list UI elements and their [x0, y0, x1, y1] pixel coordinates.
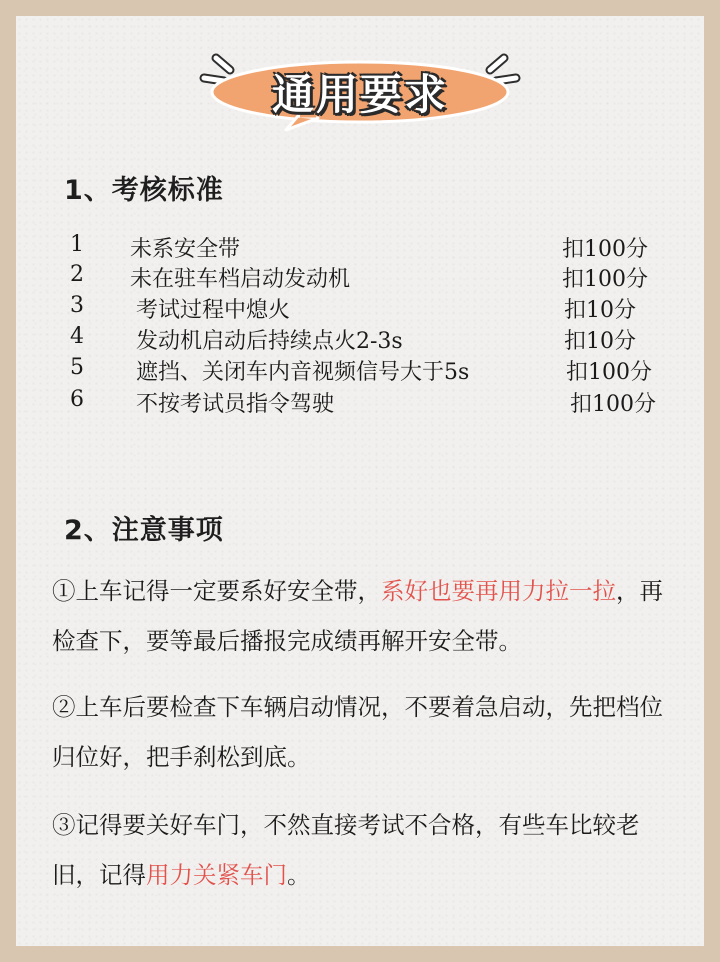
row-points: 扣10分	[564, 329, 636, 354]
row-number: 2	[70, 262, 84, 287]
section-heading-notes: 2、注意事项	[64, 515, 224, 546]
note-text: ，再检查下，要等最后播报完成绩再解开安全带。	[52, 577, 663, 655]
deduction-row	[0, 355, 720, 387]
row-number: 4	[70, 324, 84, 349]
note-highlight: 系好也要再用力拉一拉	[381, 577, 616, 605]
row-points: 扣100分	[562, 267, 648, 292]
row-points: 扣100分	[566, 360, 652, 385]
row-text: 考试过程中熄火	[136, 298, 291, 323]
row-text: 不按考试员指令驾驶	[136, 392, 335, 417]
row-text: 遮挡、关闭车内音视频信号大于5s	[136, 360, 470, 385]
row-text: 未系安全带	[130, 237, 241, 262]
note-text: ①上车记得一定要系好安全带，	[52, 577, 381, 605]
note-text: 。	[287, 861, 311, 889]
row-number: 6	[70, 387, 84, 412]
note-paragraph	[52, 682, 672, 782]
deduction-row	[0, 387, 720, 419]
note-paragraph	[52, 566, 672, 666]
row-text: 未在驻车档启动发动机	[130, 267, 351, 292]
row-points: 扣10分	[564, 298, 636, 323]
section-heading-standards: 1、考核标准	[64, 175, 224, 206]
note-text: ③记得要关好车门，不然直接考试不合格，有些车比较老旧，记得	[52, 811, 640, 889]
row-number: 1	[70, 232, 84, 257]
row-number: 5	[70, 355, 84, 380]
deduction-row	[0, 293, 720, 325]
note-highlight: 用力关紧车门	[146, 861, 287, 889]
title-badge	[190, 48, 530, 132]
row-text: 发动机启动后持续点火2-3s	[136, 329, 403, 354]
row-number: 3	[70, 293, 84, 318]
deduction-row	[0, 232, 720, 264]
note-paragraph	[52, 800, 672, 900]
deduction-row	[0, 324, 720, 356]
row-points: 扣100分	[570, 392, 656, 417]
deduction-row	[0, 262, 720, 294]
row-points: 扣100分	[562, 237, 648, 262]
note-text: ②上车后要检查下车辆启动情况，不要着急启动，先把档位归位好，把手刹松到底。	[52, 693, 663, 771]
page-title: 通用要求	[271, 70, 448, 119]
